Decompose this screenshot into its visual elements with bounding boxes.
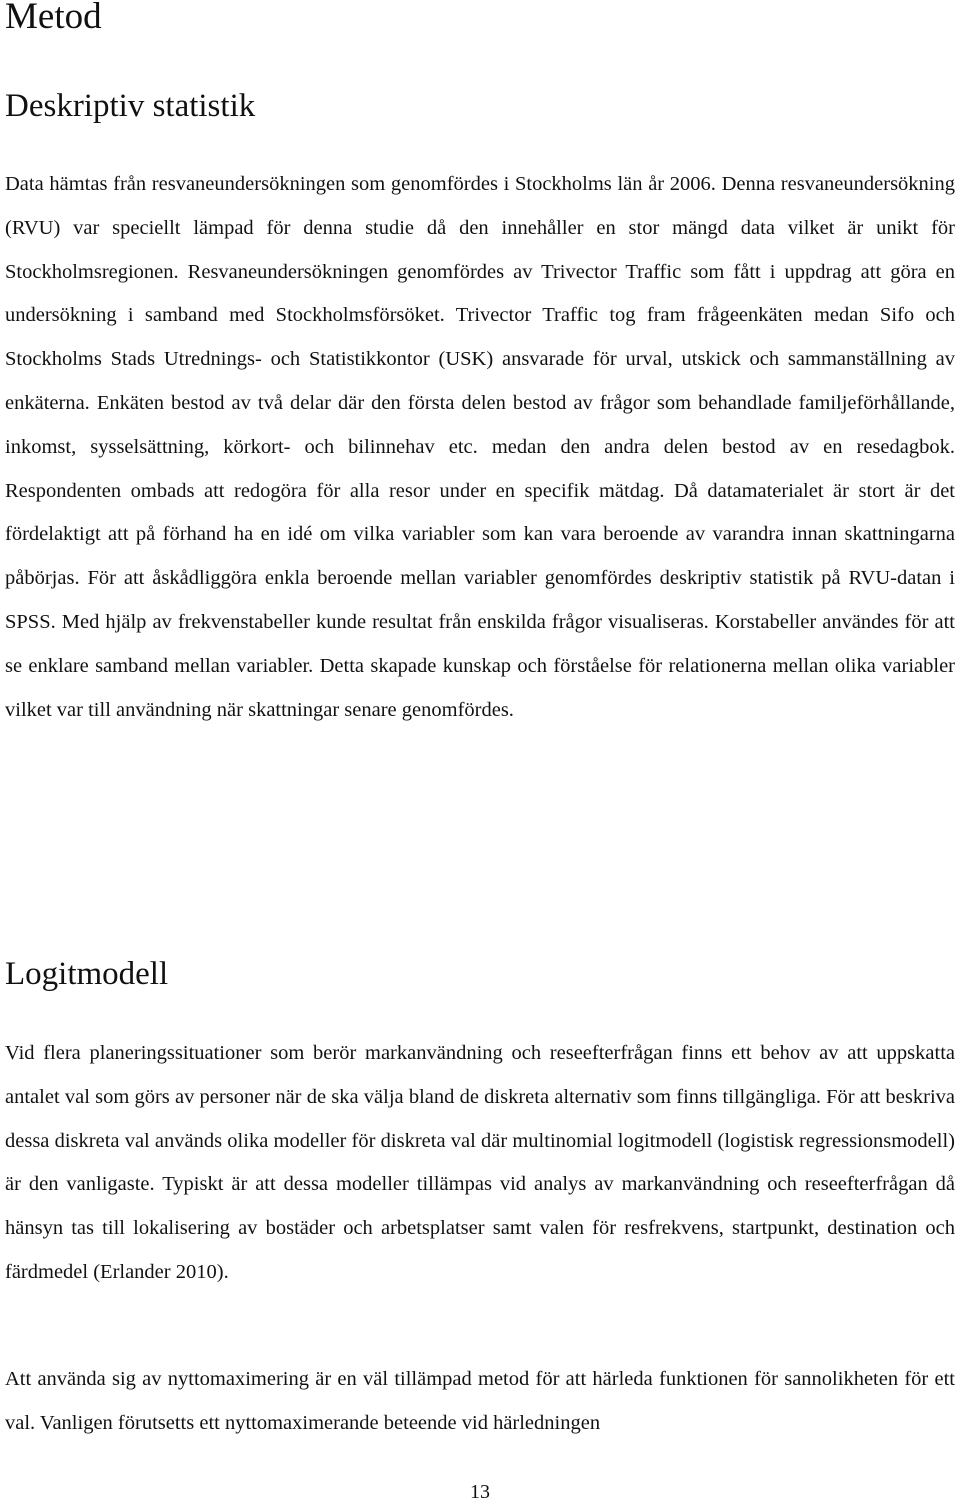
- section-heading-logit-model: Logitmodell: [5, 956, 169, 992]
- paragraph-utility-maximization: Att använda sig av nyttomaximering är en väl tillämpad metod för att härleda funktionen för sannolikheten för ett val. Vanligen förutsetts ett nyttomaximerande beteende vid härledningen: [5, 1368, 955, 1434]
- paragraph-descriptive-statistics: Data hämtas från resvaneundersökningen som genomfördes i Stockholms län år 2006. Denna resvaneundersökning (RVU) var speciellt lämpad för denna studie då den innehåller en stor mängd data vilket är unikt för Stockholmsregionen. Resvaneundersökningen genomfördes av Trivector Traffic som fått i uppdrag att göra en undersökning i samband med Stockholmsförsöket. Trivector Traffic tog fram frågeenkäten medan Sifo och Stockholms Stads Utrednings- och Statistikkontor (USK) ansvarade för urval, utskick och sammanställning av enkäterna. Enkäten bestod av två delar där den första delen bestod av frågor som behandlade familjeförhållande, inkomst, sysselsättning, körkort- och bilinnehav etc. medan den andra delen bestod av en resedagbok. Respondenten ombads att redogöra för alla resor under en specifik mätdag. Då datamaterialet är stort är det fördelaktigt att på förhand ha en idé om vilka variabler som kan vara beroende av varandra innan skattningarna påbörjas. För att åskådliggöra enkla beroende mellan variabler genomfördes deskriptiv statistik på RVU-datan i SPSS. Med hjälp av frekvenstabeller kunde resultat från enskilda frågor visualiseras. Korstabeller användes för att se enklare samband mellan variabler. Detta skapade kunskap och förståelse för relationerna mellan olika variabler vilket var till användning när skattningar senare genomfördes.: [5, 173, 955, 721]
- section-heading-descriptive-statistics: Deskriptiv statistik: [5, 88, 256, 124]
- paragraph-logit-model-intro: Vid flera planeringssituationer som berör markanvändning och reseefterfrågan finns ett behov av att uppskatta antalet val som görs av personer när de ska välja bland de diskreta alternativ som finns tillgängliga. För att beskriva dessa diskreta val används olika modeller för diskreta val där multinomial logitmodell (logistisk regressionsmodell) är den vanligaste. Typiskt är att dessa modeller tillämpas vid analys av markanvändning och reseefterfrågan då hänsyn tas till lokalisering av bostäder och arbetsplatser samt valen för resfrekvens, startpunkt, destination och färdmedel (Erlander 2010).: [5, 1042, 955, 1283]
- chapter-title: Metod: [5, 0, 102, 37]
- page-number: 13: [470, 1481, 490, 1503]
